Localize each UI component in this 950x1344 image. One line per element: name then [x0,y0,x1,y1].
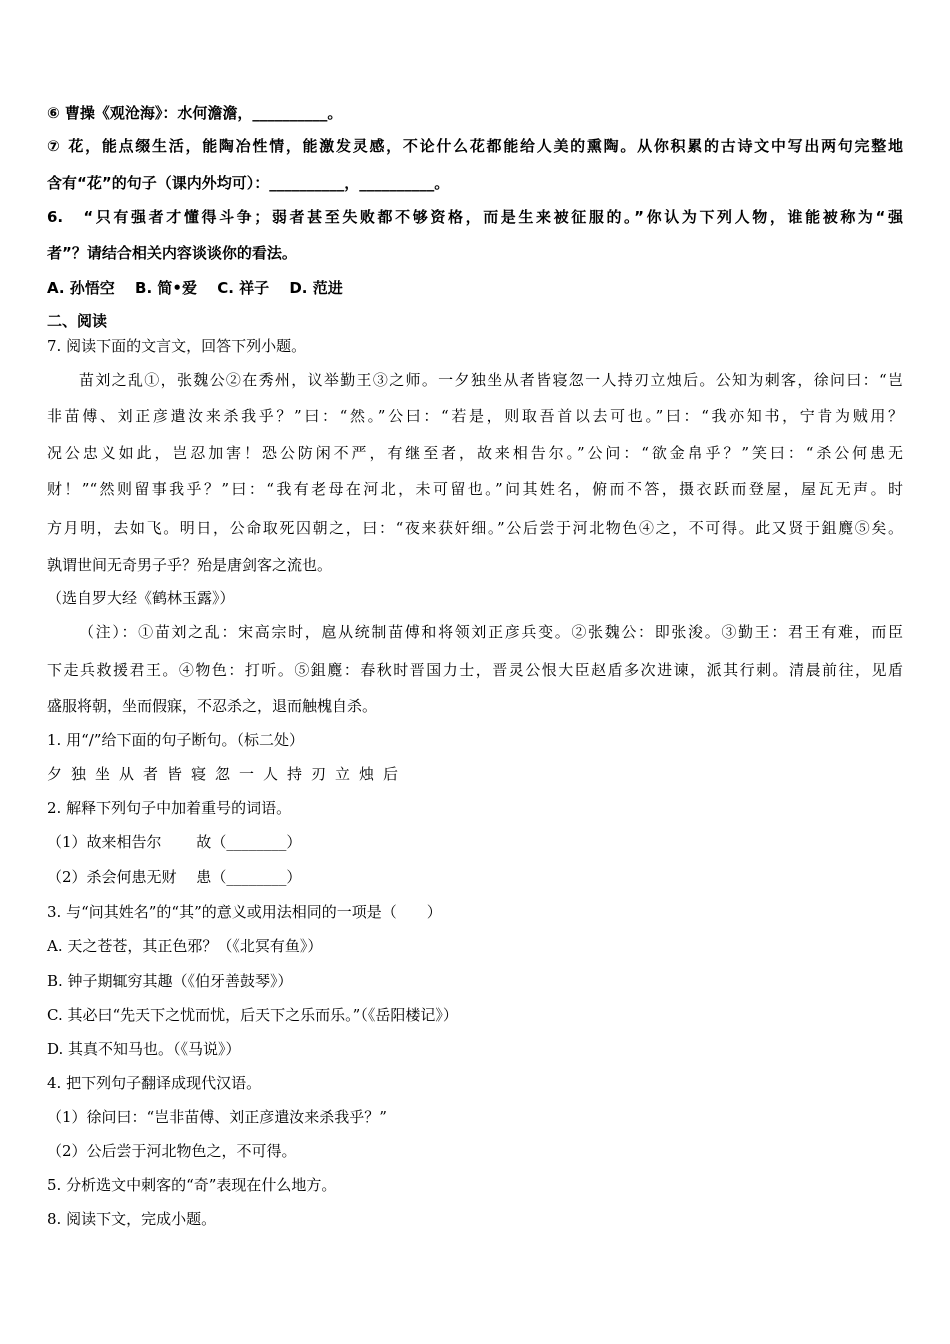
passage-line: 苗刘之乱①，张魏公②在秀州，议举勤王③之师。一夕独坐从者皆寝忽一人持刃立烛后。公知为刺客，徐问曰：“岂 [79,371,903,389]
q7-title: 7. 阅读下面的文言文，回答下列小题。 [47,337,307,355]
subq2-item2: （2）杀会何患无财 患（________） [47,868,302,886]
notes-line: 下走兵救援君王。④物色：打听。⑤鉏麑：春秋时晋国力士，晋灵公恨大臣赵盾多次进谏，派其行刺。清晨前往，见盾 [47,661,903,679]
q5-item7-line1: ⑦ 花，能点缀生活，能陶冶性情，能激发灵感，不论什么花都能给人美的熏陶。从你积累的古诗文中写出两句完整地 [47,137,903,155]
section-heading-reading: 二、阅读 [47,312,108,330]
q8-title: 8. 阅读下文，完成小题。 [47,1210,217,1228]
subq3: 3. 与“问其姓名”的“其”的意义或用法相同的一项是（ ） [47,903,442,921]
subq5: 5. 分析选文中刺客的“奇”表现在什么地方。 [47,1176,337,1194]
subq4: 4. 把下列句子翻译成现代汉语。 [47,1074,262,1092]
subq2: 2. 解释下列句子中加着重号的词语。 [47,799,292,817]
notes-line: 盛服将朝，坐而假寐，不忍杀之，退而触槐自杀。 [47,697,378,715]
subq3-option-d: D. 其真不知马也。（《马说》） [47,1040,241,1058]
passage-line: 非苗傅、刘正彦遣汝来杀我乎？”曰：“然。”公曰：“若是，则取吾首以去可也。”曰：“我亦知书，宁肯为贼用？ [47,407,903,425]
subq2-item1: （1）故来相告尔 故（________） [47,833,302,851]
passage-line: 况公忠义如此，岂忍加害！恐公防闲不严，有继至者，故来相告尔。”公问：“欲金帛乎？”笑曰：“杀公何患无 [47,444,903,462]
subq3-option-c: C. 其必曰“先天下之忧而忧，后天下之乐而乐。”（《岳阳楼记》） [47,1006,458,1024]
q6-options: A. 孙悟空 B. 简•爱 C. 祥子 D. 范进 [47,279,343,297]
subq3-option-b: B. 钟子期辄穷其趣（《伯牙善鼓琴》） [47,972,293,990]
passage-line: 方月明，去如飞。明日，公命取死囚朝之，曰：“夜来获奸细。”公后尝于河北物色④之，不可得。此又贤于鉏麑⑤矣。 [47,519,903,537]
q6-line1: 6. “只有强者才懂得斗争；弱者甚至失败都不够资格，而是生来被征服的。”你认为下列人物，谁能被称为“强 [47,208,903,226]
subq4-item2: （2）公后尝于河北物色之，不可得。 [47,1142,297,1160]
subq1-sentence: 夕独坐从者皆寝忽一人持刃立烛后 [47,765,408,783]
subq4-item1: （1）徐问曰：“岂非苗傅、刘正彦遣汝来杀我乎？” [47,1108,387,1126]
passage-source: （选自罗大经《鹤林玉露》） [47,589,235,607]
passage-line: 财！”“然则留事我乎？”曰：“我有老母在河北，未可留也。”问其姓名，俯而不答，摄衣跃而登屋，屋瓦无声。时 [47,480,903,498]
subq3-option-a: A. 天之苍苍，其正色邪？（《北冥有鱼》） [47,937,323,955]
q5-item6: ⑥ 曹操《观沧海》：水何澹澹，__________。 [47,104,343,122]
subq1: 1. 用“/”给下面的句子断句。（标二处） [47,731,304,749]
q6-line2: 者”？请结合相关内容谈谈你的看法。 [47,244,297,262]
q5-item7-line2: 含有“花”的句子（课内外均可）：__________，__________。 [47,174,450,192]
passage-line: 孰谓世间无奇男子乎？殆是唐剑客之流也。 [47,556,333,574]
notes-line: （注）：①苗刘之乱：宋高宗时，扈从统制苗傅和将领刘正彦兵变。②张魏公：即张浚。③勤王：君王有难，而臣 [79,623,903,641]
